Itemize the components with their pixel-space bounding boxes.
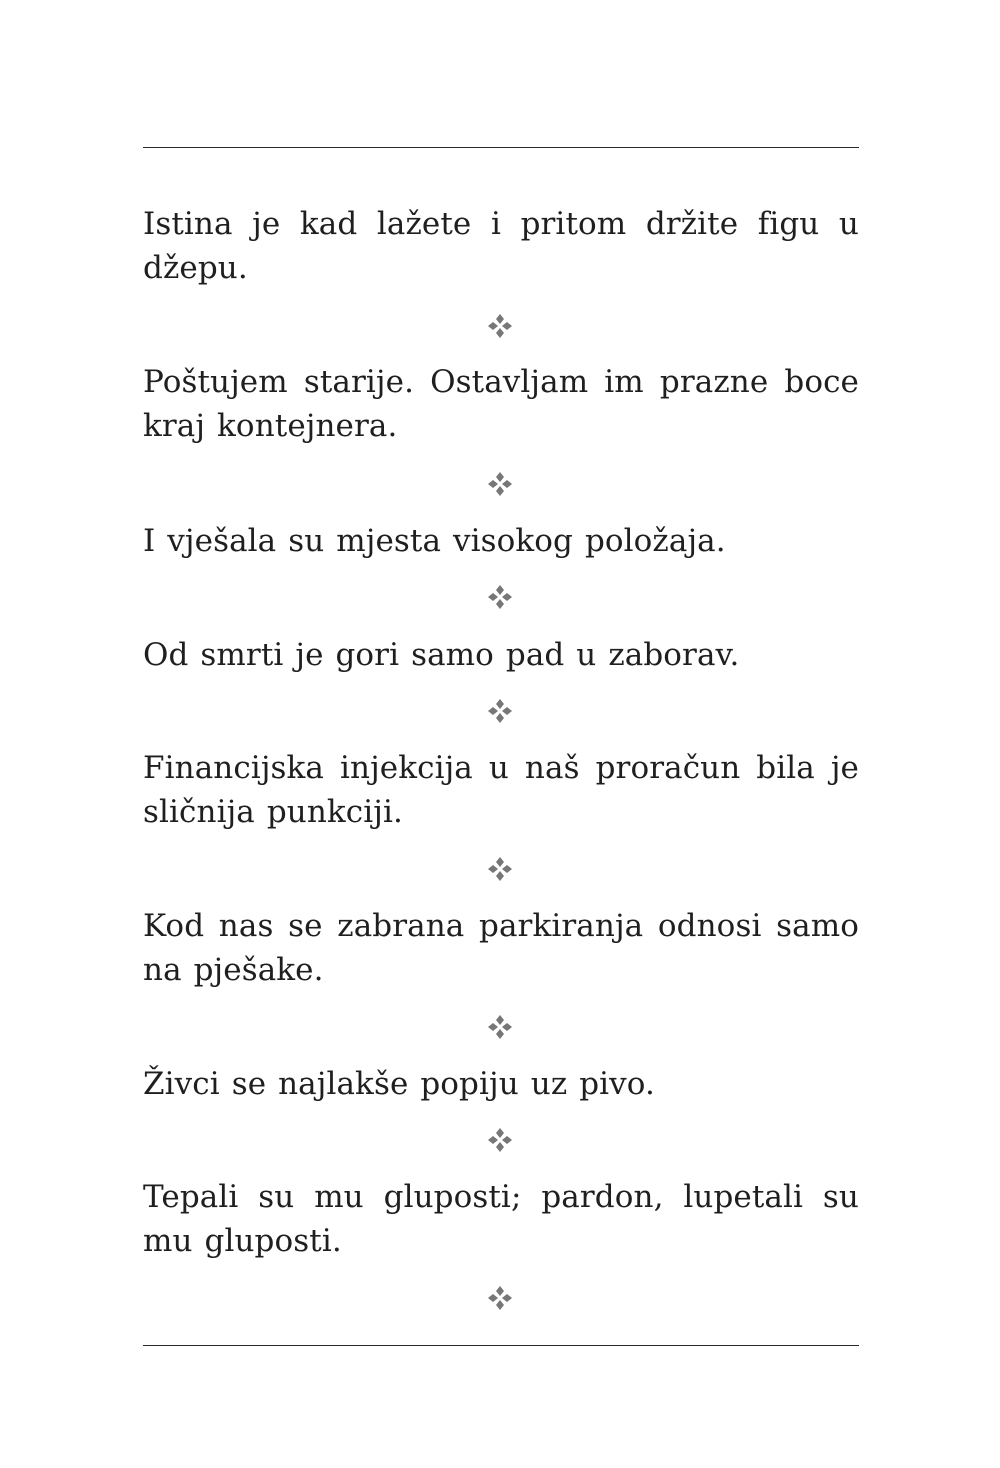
aphorism-7: Živci se najlakše popiju uz pivo. [143, 1066, 655, 1102]
bottom-rule [143, 1345, 859, 1346]
ornament-separator-icon [486, 583, 514, 611]
aphorism-6: Kod nas se zabrana parkiranja odnosi samo na pješake. [143, 908, 859, 988]
aphorism-1: Istina je kad lažete i pritom držite figu u džepu. [143, 206, 859, 286]
aphorism-4: Od smrti je gori samo pad u zaborav. [143, 637, 740, 673]
aphorism-2: Poštujem starije. Ostavljam im prazne boce kraj kontejnera. [143, 364, 859, 444]
aphorism-3: I vješala su mjesta visokog položaja. [143, 523, 726, 559]
top-rule [143, 147, 859, 148]
aphorism-5: Financijska injekcija u naš proračun bila je sličnija punkciji. [143, 750, 859, 830]
ornament-separator-icon [486, 855, 514, 883]
ornament-separator-icon [486, 1126, 514, 1154]
ornament-separator-icon [486, 1284, 514, 1312]
ornament-separator-icon [486, 312, 514, 340]
ornament-separator-icon [486, 470, 514, 498]
ornament-separator-icon [486, 1013, 514, 1041]
ornament-separator-icon [486, 697, 514, 725]
aphorism-8: Tepali su mu gluposti; pardon, lupetali su mu gluposti. [143, 1179, 859, 1259]
